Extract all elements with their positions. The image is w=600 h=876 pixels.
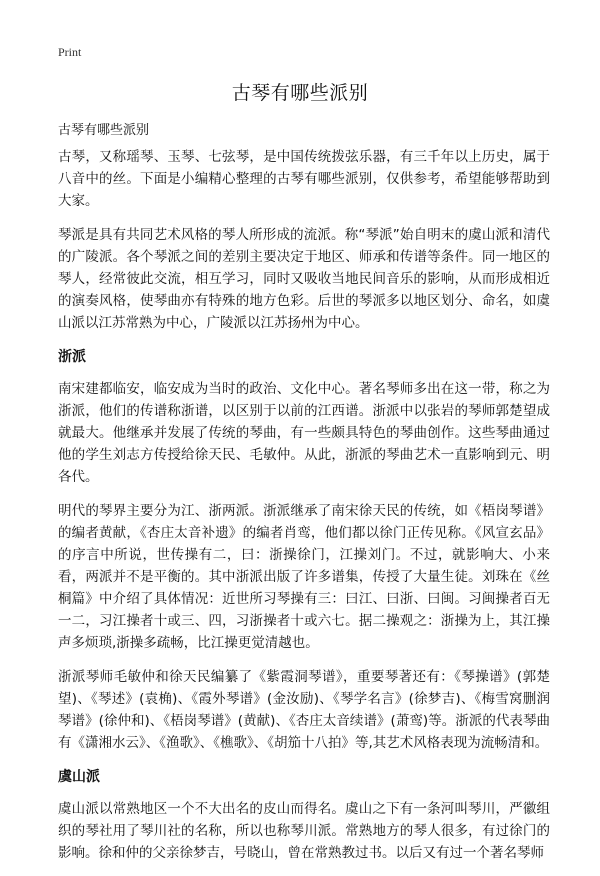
document-subtitle: 古琴有哪些派别 (58, 123, 150, 138)
intro-paragraph: 琴派是具有共同艺术风格的琴人所形成的流派。称“琴派”始自明末的虞山派和清代的广陵派。各个琴派之间的差别主要决定于地区、师承和传谱等条件。同一地区的琴人，经常彼此交流，相互学习，同时又吸收当地民间音乐的影响，从而形成相近的演奏风格，使琴曲亦有特殊的地方色彩。后世的琴派多以地区划分、命名，如虞山派以江苏常熟为中心，广陵派以江苏扬州为中心。 (58, 227, 550, 331)
section-paragraph: 明代的琴界主要分为江、浙两派。浙派继承了南宋徐天民的传统，如《梧岗琴谱》的编者黄献，《杏庄太音补遗》的编者肖鸾，他们都以徐门正传见称。《风宣玄品》的序言中所说，世传操有二，曰：浙操徐门，江操刘门。不过，就影响大、小来看，两派并不是平衡的。其中浙派出版了许多谱集，传授了大量生徒。刘珠在《丝桐篇》中介绍了具体情况：近世所习琴操有三：曰江、曰浙、曰闽。习闽操者百无一二，习江操者十或三、四，习浙操者十或六七。据二操观之：浙操为上，其江操声多烦琐,浙操多疏畅，比江操更觉清越也。 (58, 503, 550, 651)
section-paragraph: 浙派琴师毛敏仲和徐天民编纂了《紫霞洞琴谱》，重要琴著还有：《琴操谱》(郭楚望)、《琴述》(袁桷)、《霞外琴谱》(金汝励)、《琴学名言》(徐梦吉)、《梅雪窝删润琴谱》(徐仲和)、《梧岗琴谱》(黄献)、《杏庄太音续谱》(萧鸾)等。浙派的代表琴曲有《潇湘水云》、《渔歌》、《樵歌》、《胡笳十八拍》等,其艺术风格表现为流畅清和。 (58, 669, 550, 751)
print-link[interactable]: Print (58, 45, 82, 59)
intro-paragraph: 古琴，又称瑶琴、玉琴、七弦琴，是中国传统拨弦乐器，有三千年以上历史，属于八音中的丝。下面是小编精心整理的古琴有哪些派别，仅供参考，希望能够帮助到大家。 (58, 149, 550, 209)
section-paragraph: 虞山派以常熟地区一个不大出名的皮山而得名。虞山之下有一条河叫琴川，严徽组织的琴社用了琴川社的名称，所以也称琴川派。常熟地方的琴人很多，有过徐门的影响。徐和仲的父亲徐梦吉，号晓山，曾在常熟教过书。以后又有过一个著名琴师 (58, 801, 550, 861)
section-heading-yushan: 虞山派 (58, 769, 100, 785)
page-title: 古琴有哪些派别 (231, 82, 369, 104)
section-heading-zhe: 浙派 (58, 349, 86, 365)
section-paragraph: 南宋建都临安，临安成为当时的政治、文化中心。著名琴师多出在这一带，称之为浙派，他们的传谱称浙谱，以区别于以前的江西谱。浙派中以张岩的琴师郭楚望成就最大。他继承并发展了传统的琴曲，有一些颇具特色的琴曲创作。这些琴曲通过他的学生刘志方传授给徐天民、毛敏仲。从此，浙派的琴曲艺术一直影响到元、明各代。 (58, 381, 550, 485)
document-body (58, 146, 550, 876)
